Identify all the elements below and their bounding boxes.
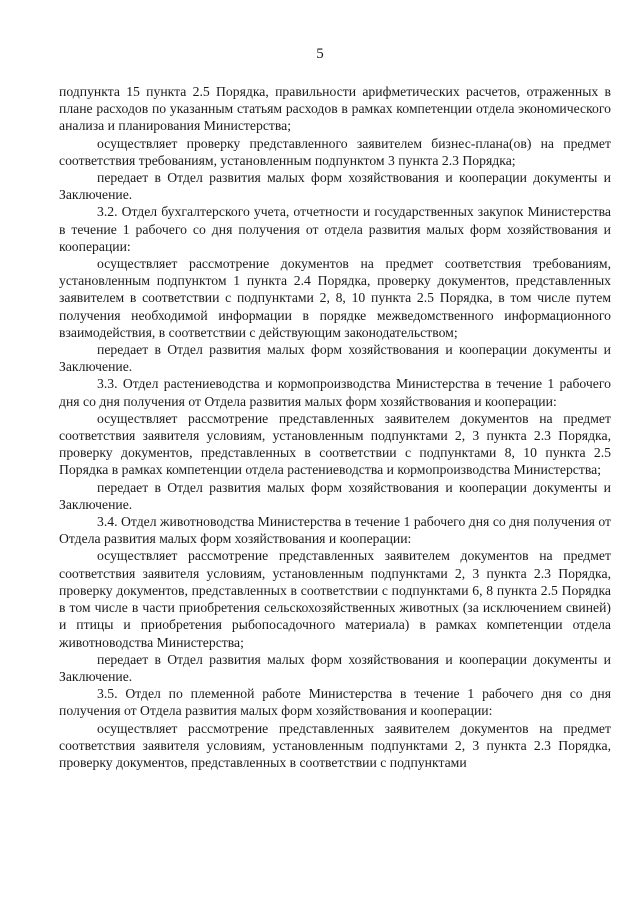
paragraph-business-plan-check: осуществляет проверку представленного заявителем бизнес-плана(ов) на предмет соответствия требованиям, установленным подпунктом 3 пункта 2.3 Порядка; — [59, 135, 611, 168]
paragraph-document-review: осуществляет рассмотрение документов на предмет соответствия требованиям, установленным подпунктом 1 пункта 2.4 Порядка, проверку документов, представленных заявителем в соответствии с подпунктами 2, 8, 10 пункта 2.5 Порядка, в том числе путем получения необходимой информации в порядке межведомственного информационного взаимодействия, в соответствии с действующим законодательством; — [59, 256, 611, 340]
paragraph-transfer-documents: передает в Отдел развития малых форм хозяйствования и кооперации документы и Заключение. — [59, 170, 611, 203]
paragraph-document-review: осуществляет рассмотрение представленных заявителем документов на предмет соответствия заявителя условиям, установленным подпунктами 2, 3 пункта 2.3 Порядка, проверку документов, представленных в соответствии с подпунктами — [59, 720, 611, 770]
paragraph-continuation: подпункта 15 пункта 2.5 Порядка, правильности арифметических расчетов, отраженных в плане расходов по указанным статьям расходов в рамках компетенции отдела экономического анализа и планирования Министерства; — [59, 84, 611, 134]
paragraph-document-review: осуществляет рассмотрение представленных заявителем документов на предмет соответствия заявителя условиям, установленным подпунктами 2, 3 пункта 2.3 Порядка, проверку документов, представленных в соответствии с подпунктами 8, 10 пункта 2.5 Порядка в рамках компетенции отдела растениеводства и кормопроизводства Министерства; — [59, 410, 611, 478]
document-body — [59, 83, 611, 771]
paragraph-section-3-4: 3.4. Отдел животноводства Министерства в течение 1 рабочего дня со дня получения от Отдела развития малых форм хозяйствования и кооперации: — [59, 514, 611, 547]
paragraph-section-3-3: 3.3. Отдел растениеводства и кормопроизводства Министерства в течение 1 рабочего дня со дня получения от Отдела развития малых форм хозяйствования и кооперации: — [59, 376, 611, 409]
paragraph-transfer-documents: передает в Отдел развития малых форм хозяйствования и кооперации документы и Заключение. — [59, 479, 611, 512]
paragraph-transfer-documents: передает в Отдел развития малых форм хозяйствования и кооперации документы и Заключение. — [59, 651, 611, 684]
paragraph-document-review: осуществляет рассмотрение представленных заявителем документов на предмет соответствия заявителя условиям, установленным подпунктами 2, 3 пункта 2.3 Порядка, проверку документов, представленных в соответствии с подпунктами 6, 8 пункта 2.5 Порядка в том числе в части приобретения сельскохозяйственных животных (за исключением свиней) и птицы и приобретения рыбопосадочного материала) в рамках компетенции отдела животноводства Министерства; — [59, 548, 611, 650]
paragraph-section-3-5: 3.5. Отдел по племенной работе Министерства в течение 1 рабочего дня со дня получения от Отдела развития малых форм хозяйствования и кооперации: — [59, 686, 611, 719]
paragraph-transfer-documents: передает в Отдел развития малых форм хозяйствования и кооперации документы и Заключение. — [59, 342, 611, 375]
page-number: 5 — [316, 46, 324, 62]
paragraph-section-3-2: 3.2. Отдел бухгалтерского учета, отчетности и государственных закупок Министерства в течение 1 рабочего со дня получения от отдела развития малых форм хозяйствования и кооперации: — [59, 204, 611, 254]
